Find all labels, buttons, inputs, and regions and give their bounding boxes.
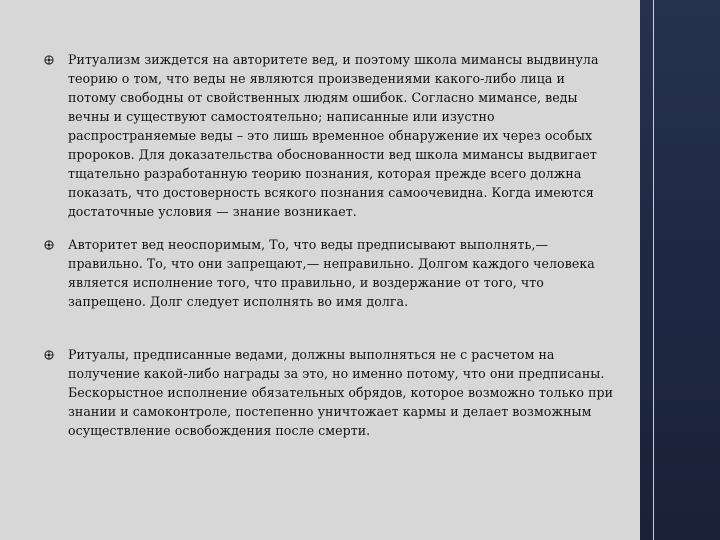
decorative-side-band [640,0,720,540]
bullet-item-1 [44,50,614,221]
side-band-divider [653,0,654,540]
flower-bullet-icon [44,350,54,360]
bullet-text-3: Ритуалы, предписанные ведами, должны выполняться не с расчетом на получение какой-либо награды за это, но именно потому, что они предписаны. Бескорыстное исполнение обязательных обрядов, которое возможно только при знании и самоконтроле, постепенно уничтожает кармы и делает возможным осуществление освобождения после смерти. [68,347,614,438]
bullet-text-1: Ритуализм зиждется на авторитете вед, и поэтому школа мимансы выдвинула теорию о том, что веды не являются произведениями какого-либо лица и потому свободны от свойственных людям ошибок. Согласно мимансе, веды вечны и существуют самостоятельно; написанные или изустно распространяемые веды – это лишь временное обнаружение их через особых пророков. Для доказательства обоснованности вед школа мимансы выдвигает тщательно разработанную теорию познания, которая прежде всего должна показать, что достоверность всякого познания самоочевидна. Когда имеются достаточные условия — знание возникает. [68,52,599,219]
flower-bullet-icon [44,55,54,65]
bullet-item-2 [44,235,614,311]
bullet-item-3 [44,345,614,440]
flower-bullet-icon [44,240,54,250]
bullet-list [44,50,614,440]
bullet-text-2: Авторитет вед неоспоримым, То, что веды предписывают выполнять,— правильно. То, что они запрещают,— неправильно. Долгом каждого человека является исполнение того, что правильно, и воздержание от того, что запрещено. Долг следует исполнять во имя долга. [68,237,595,309]
